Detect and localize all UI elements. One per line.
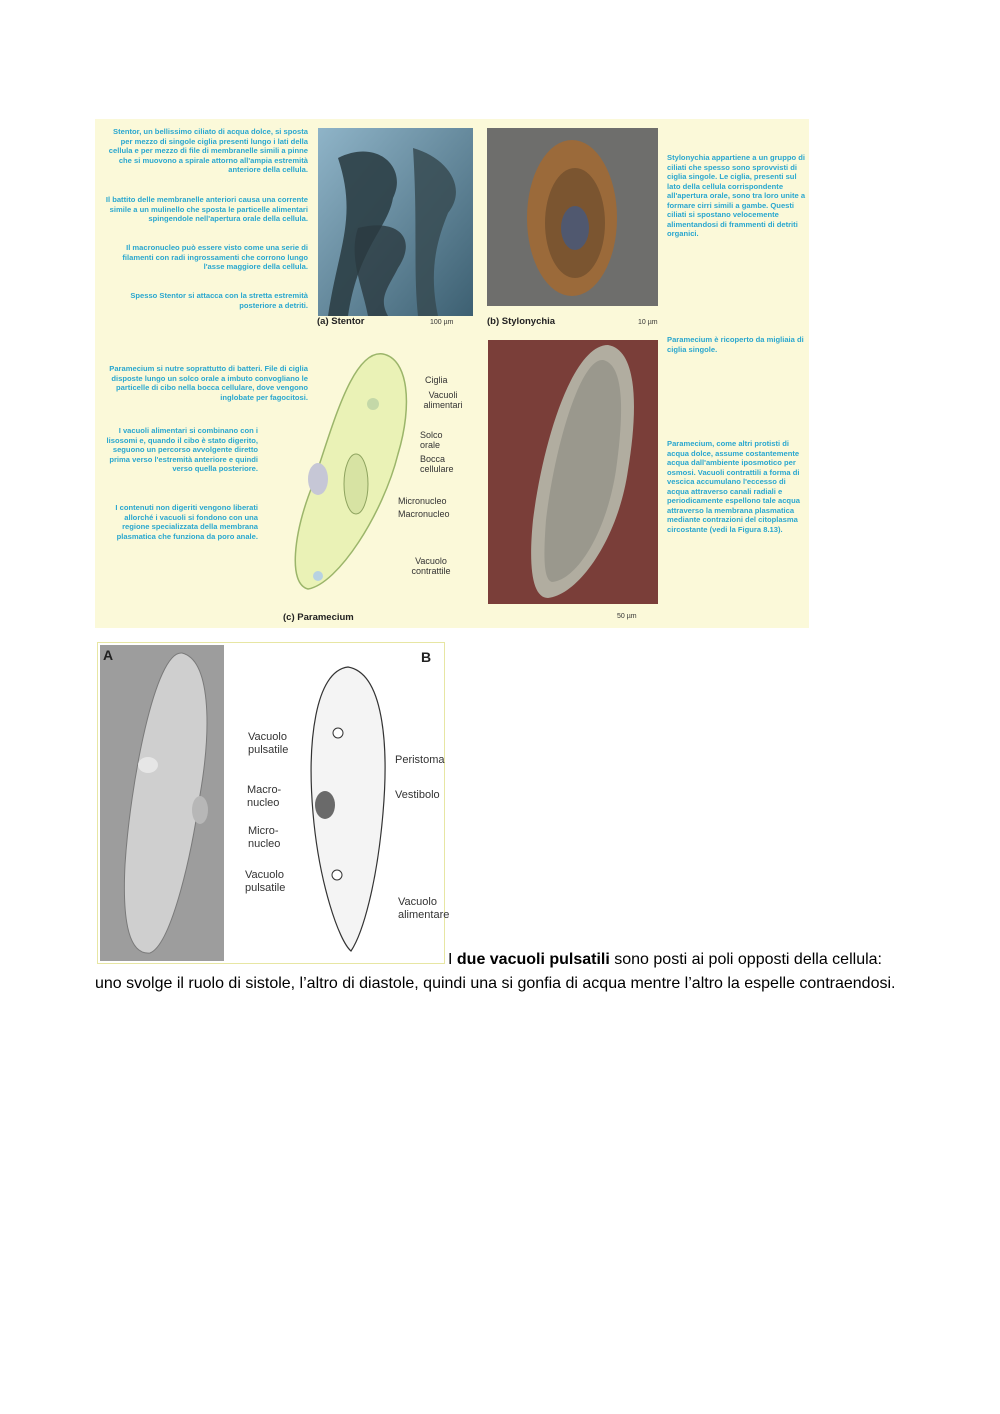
paramecium-comparison-figure — [97, 642, 450, 964]
panel-c-scale: 50 µm — [617, 613, 637, 620]
label-macronucleo-2: Macro- nucleo — [247, 784, 282, 809]
panel-a-label: (a) Stentor — [317, 316, 365, 327]
label-bocca-cellulare: Bocca cellulare — [420, 454, 454, 474]
panel-b-scale: 10 µm — [638, 319, 658, 326]
label-macronucleo: Macronucleo — [398, 509, 450, 519]
stentor-caption-4: Spesso Stentor si attacca con la stretta estremità posteriore a detriti. — [130, 291, 308, 310]
label-vacuolo-contrattile: Vacuolo contrattile — [411, 556, 451, 576]
paragraph-lead: I — [448, 951, 457, 968]
fig2-panel-a: A — [103, 647, 114, 663]
paramecium-caption-1: Paramecium si nutre soprattutto di batteri. File di ciglia disposte lungo un solco orale a imbuto convogliano le particelle di cibo nella bocca cellulare, dove vengono inglobate per fagocitosi. — [109, 364, 308, 402]
paramecium-caption-3: I contenuti non digeriti vengono liberati allorché i vacuoli si fondono con una regione specializzata della membrana plasmatica che funziona da poro anale. — [115, 503, 258, 541]
paragraph-bold: due vacuoli pulsatili — [456, 951, 610, 968]
paramecium-caption-4: Paramecium è ricoperto da migliaia di ciglia singole. — [667, 335, 804, 354]
label-vacuolo-pulsatile-2: Vacuolo pulsatile — [245, 869, 286, 894]
stentor-caption-2: Il battito delle membranelle anteriori causa una corrente simile a un mulinello che sposta le particelle alimentari spingendole nell'apertura orale della cellula. — [105, 195, 308, 223]
label-solco-orale: Solco orale — [420, 430, 443, 450]
label-peristoma: Peristoma — [395, 754, 445, 766]
stentor-photo — [318, 128, 473, 316]
label-micronucleo: Micronucleo — [398, 496, 447, 506]
label-vestibolo: Vestibolo — [395, 789, 440, 801]
stylonychia-caption: Stylonychia appartiene a un gruppo di ciliati che spesso sono sprovvisti di ciglia singole. Le ciglia, presenti sul lato della cellula corrispondente all'apertura orale, sono tra loro unite a formare cirri simili a gambe. Questi ciliati si spostano velocemente alimentandosi di frammenti di detriti organici. — [667, 153, 806, 238]
stylonychia-photo — [487, 128, 658, 306]
stentor-caption-3: Il macronucleo può essere visto come una serie di filamenti con radi ingrossamenti che corrono lungo l'asse maggiore della cellula. — [122, 243, 308, 271]
ciliates-figure — [95, 119, 809, 628]
paramecium-caption-2: I vacuoli alimentari si combinano con i lisosomi e, quando il cibo è stato digerito, seguono un percorso avvolgente diretto prima verso l'estremità anteriore e quindi verso quella posteriore. — [106, 426, 258, 473]
paramecium-caption-5: Paramecium, come altri protisti di acqua dolce, assume costantemente acqua dall'ambiente iposmotico per osmosi. Vacuoli contrattili a forma di vescica accumulano l'eccesso di acqua attraverso canali radiali e periodicamente espellono tale acqua attraverso la membrana plasmatica mediante contrazioni del citoplasma circostante (vedi la Figura 8.13). — [667, 439, 800, 534]
paramecium-micrograph — [100, 645, 224, 961]
fig2-panel-b: B — [421, 649, 432, 665]
body-paragraph — [95, 948, 907, 996]
panel-c-label: (c) Paramecium — [283, 612, 354, 623]
paramecium-photo — [488, 340, 658, 604]
label-vacuolo-pulsatile-1: Vacuolo pulsatile — [248, 731, 289, 756]
label-ciglia: Ciglia — [425, 375, 448, 385]
paramecium-drawing — [303, 663, 393, 955]
label-micronucleo-2: Micro- nucleo — [248, 825, 281, 850]
panel-a-scale: 100 µm — [430, 319, 454, 326]
label-vacuoli-alimentari: Vacuoli alimentari — [423, 390, 463, 410]
panel-b-label: (b) Stylonychia — [487, 316, 556, 327]
label-vacuolo-alimentare: Vacuolo alimentare — [398, 896, 450, 921]
paragraph-rest: sono posti ai poli opposti della cellula: uno svolge il ruolo di sistole, l’altro di diastole, quindi una si gonfia di acqua mentre l’altro la espelle contraendosi. — [95, 951, 896, 992]
stentor-caption-1: Stentor, un bellissimo ciliato di acqua dolce, si sposta per mezzo di singole ciglia presenti lungo i lati della cellula e per mezzo di file di membranelle simili a pinne che si muovono a spirale attorno all'ampia estremità anteriore della cellula. — [108, 127, 308, 174]
